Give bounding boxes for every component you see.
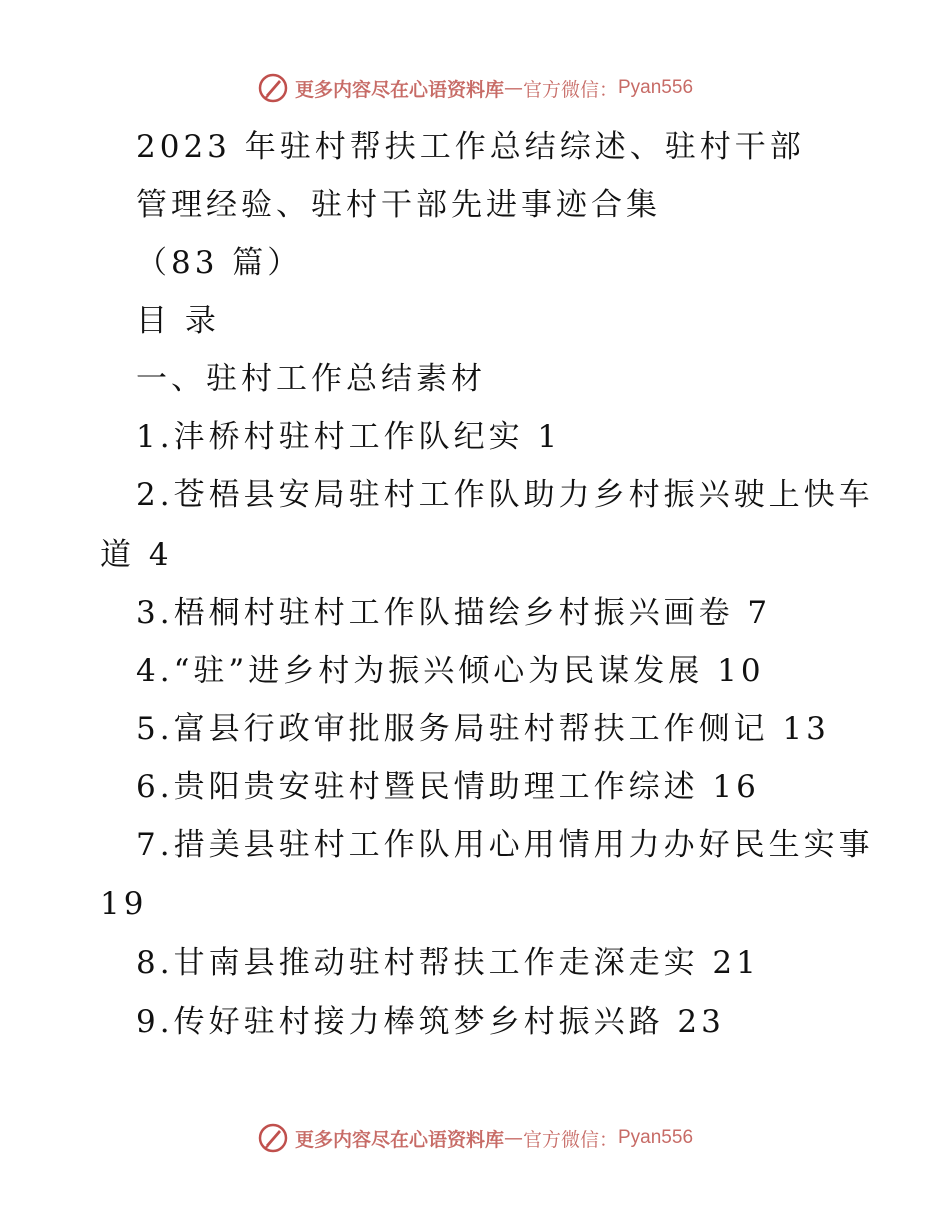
watermark-official-label: 官方微信： — [522, 78, 618, 101]
watermark-footer — [0, 1122, 950, 1154]
doc-title-count: （83 篇） — [136, 245, 303, 281]
watermark-header — [0, 72, 950, 104]
toc-heading: 目 录 — [136, 303, 220, 339]
toc-item-7-continuation: 19 — [100, 886, 148, 922]
watermark-wechat-id: Pyan556 — [618, 77, 694, 98]
doc-title-line-2: 管理经验、驻村干部先进事迹合集 — [136, 187, 661, 223]
toc-item-2-continuation: 道 4 — [100, 537, 173, 573]
watermark-separator: — — [503, 77, 523, 99]
toc-item-5: 5.富县行政审批服务局驻村帮扶工作侧记 13 — [136, 711, 830, 747]
toc-section-1: 一、驻村工作总结素材 — [136, 361, 486, 397]
toc-item-4: 4.“驻”进乡村为振兴倾心为民谋发展 10 — [136, 653, 765, 689]
watermark-separator: — — [503, 1127, 523, 1149]
watermark-main-text: 更多内容尽在心语资料库 — [294, 78, 504, 101]
toc-item-7: 7.措美县驻村工作队用心用情用力办好民生实事 — [136, 827, 874, 863]
toc-item-8: 8.甘南县推动驻村帮扶工作走深走实 21 — [136, 945, 760, 981]
watermark-official-label: 官方微信： — [522, 1128, 618, 1151]
quill-pen-logo-icon — [257, 1122, 289, 1154]
toc-item-6: 6.贵阳贵安驻村暨民情助理工作综述 16 — [136, 769, 760, 805]
toc-item-1: 1.沣桥村驻村工作队纪实 1 — [136, 419, 562, 455]
watermark-wechat-id: Pyan556 — [618, 1127, 694, 1148]
toc-item-2: 2.苍梧县安局驻村工作队助力乡村振兴驶上快车 — [136, 477, 874, 513]
watermark-main-text: 更多内容尽在心语资料库 — [294, 1128, 504, 1151]
toc-item-3: 3.梧桐村驻村工作队描绘乡村振兴画卷 7 — [136, 595, 772, 631]
doc-title-line-1: 2023 年驻村帮扶工作总结综述、驻村干部 — [136, 129, 805, 165]
toc-item-9: 9.传好驻村接力棒筑梦乡村振兴路 23 — [136, 1004, 725, 1040]
quill-pen-logo-icon — [257, 72, 289, 104]
